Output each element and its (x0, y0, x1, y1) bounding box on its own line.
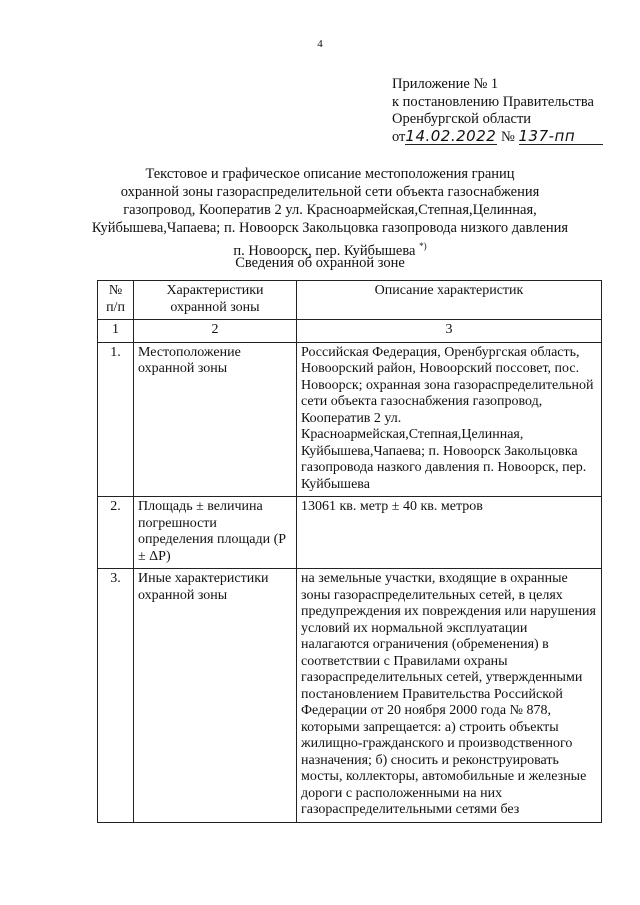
row-number: 3. (98, 569, 134, 823)
section-subtitle: Сведения об охранной зоне (235, 255, 405, 271)
row-description: Российская Федерация, Оренбургская область, Новоорский район, Новоорский поссовет, пос. Новоорск; охранная зона газораспределительной сети объекта газоснабжения газопровод, Кооператив 2 ул. Красноармейская,Степная,Целинная, Куйбышева,Чапаева; п. Новоорск Закольцовка газопровода назкого давления п. Новоорск, пер. Куйбышева (297, 342, 602, 497)
row-description: на земельные участки, входящие в охранные зоны газораспределительных сетей, в целях предупреждения их повреждения или нарушения условий их нормальной эксплуатации налагаются ограничения (обременения) в соответствии с Правилами охраны газораспределительных сетей, утвержденными постановлением Правительства Российской Федерации от 20 ноября 2000 года № 878, которыми запрещается: а) строить объекты жилищно-гражданского и производственного назначения; б) сносить и реконструировать мосты, коллекторы, автомобильные и железные дороги с расположенными на них газораспределительными сетями без (297, 569, 602, 823)
table-header-row (98, 281, 602, 320)
title-line-3: газопровод, Кооператив 2 ул. Красноармейская,Степная,Целинная, (123, 202, 537, 218)
numbering-cell-3: 3 (297, 320, 602, 343)
document-title (70, 165, 590, 260)
header-characteristic: Характеристики охранной зоны (134, 281, 297, 320)
table-row (98, 342, 602, 497)
table-row (98, 569, 602, 823)
title-line-5-text: п. Новоорск, пер. Куйбышева (233, 242, 416, 259)
table-row (98, 497, 602, 569)
page-number: 4 (317, 38, 323, 50)
appendix-block (392, 76, 603, 146)
row-number: 1. (98, 342, 134, 497)
row-number: 2. (98, 497, 134, 569)
footnote-mark: *) (419, 241, 427, 251)
handwritten-number: 137-пп (519, 129, 603, 145)
appendix-date-number (392, 126, 603, 147)
header-description: Описание характеристик (297, 281, 602, 320)
title-line-4: Куйбышева,Чапаева; п. Новоорск Закольцовка газопровода низкого давления (91, 220, 569, 236)
zone-table (97, 280, 602, 823)
appendix-line-1: Приложение № 1 (392, 76, 499, 92)
appendix-line-3: Оренбургской области (392, 111, 532, 127)
numbering-cell-2: 2 (134, 320, 297, 343)
row-description: 13061 кв. метр ± 40 кв. метров (297, 497, 602, 569)
title-line-1: Текстовое и графическое описание местоположения границ (145, 166, 515, 182)
row-characteristic: Площадь ± величина погрешности определения площади (P ± ΔP) (134, 497, 297, 569)
title-line-2: охранной зоны газораспределительной сети объекта газоснабжения (120, 184, 540, 200)
row-characteristic: Иные характеристики охранной зоны (134, 569, 297, 823)
table-numbering-row (98, 320, 602, 343)
appendix-line-2: к постановлению Правительства (392, 93, 594, 110)
handwritten-date: 14.02.2022 (405, 126, 497, 145)
header-number: № п/п (98, 281, 134, 320)
row-characteristic: Местоположение охранной зоны (134, 342, 297, 497)
numbering-cell-1: 1 (98, 320, 134, 343)
date-prefix: от (392, 128, 406, 145)
number-prefix: № (501, 128, 515, 145)
